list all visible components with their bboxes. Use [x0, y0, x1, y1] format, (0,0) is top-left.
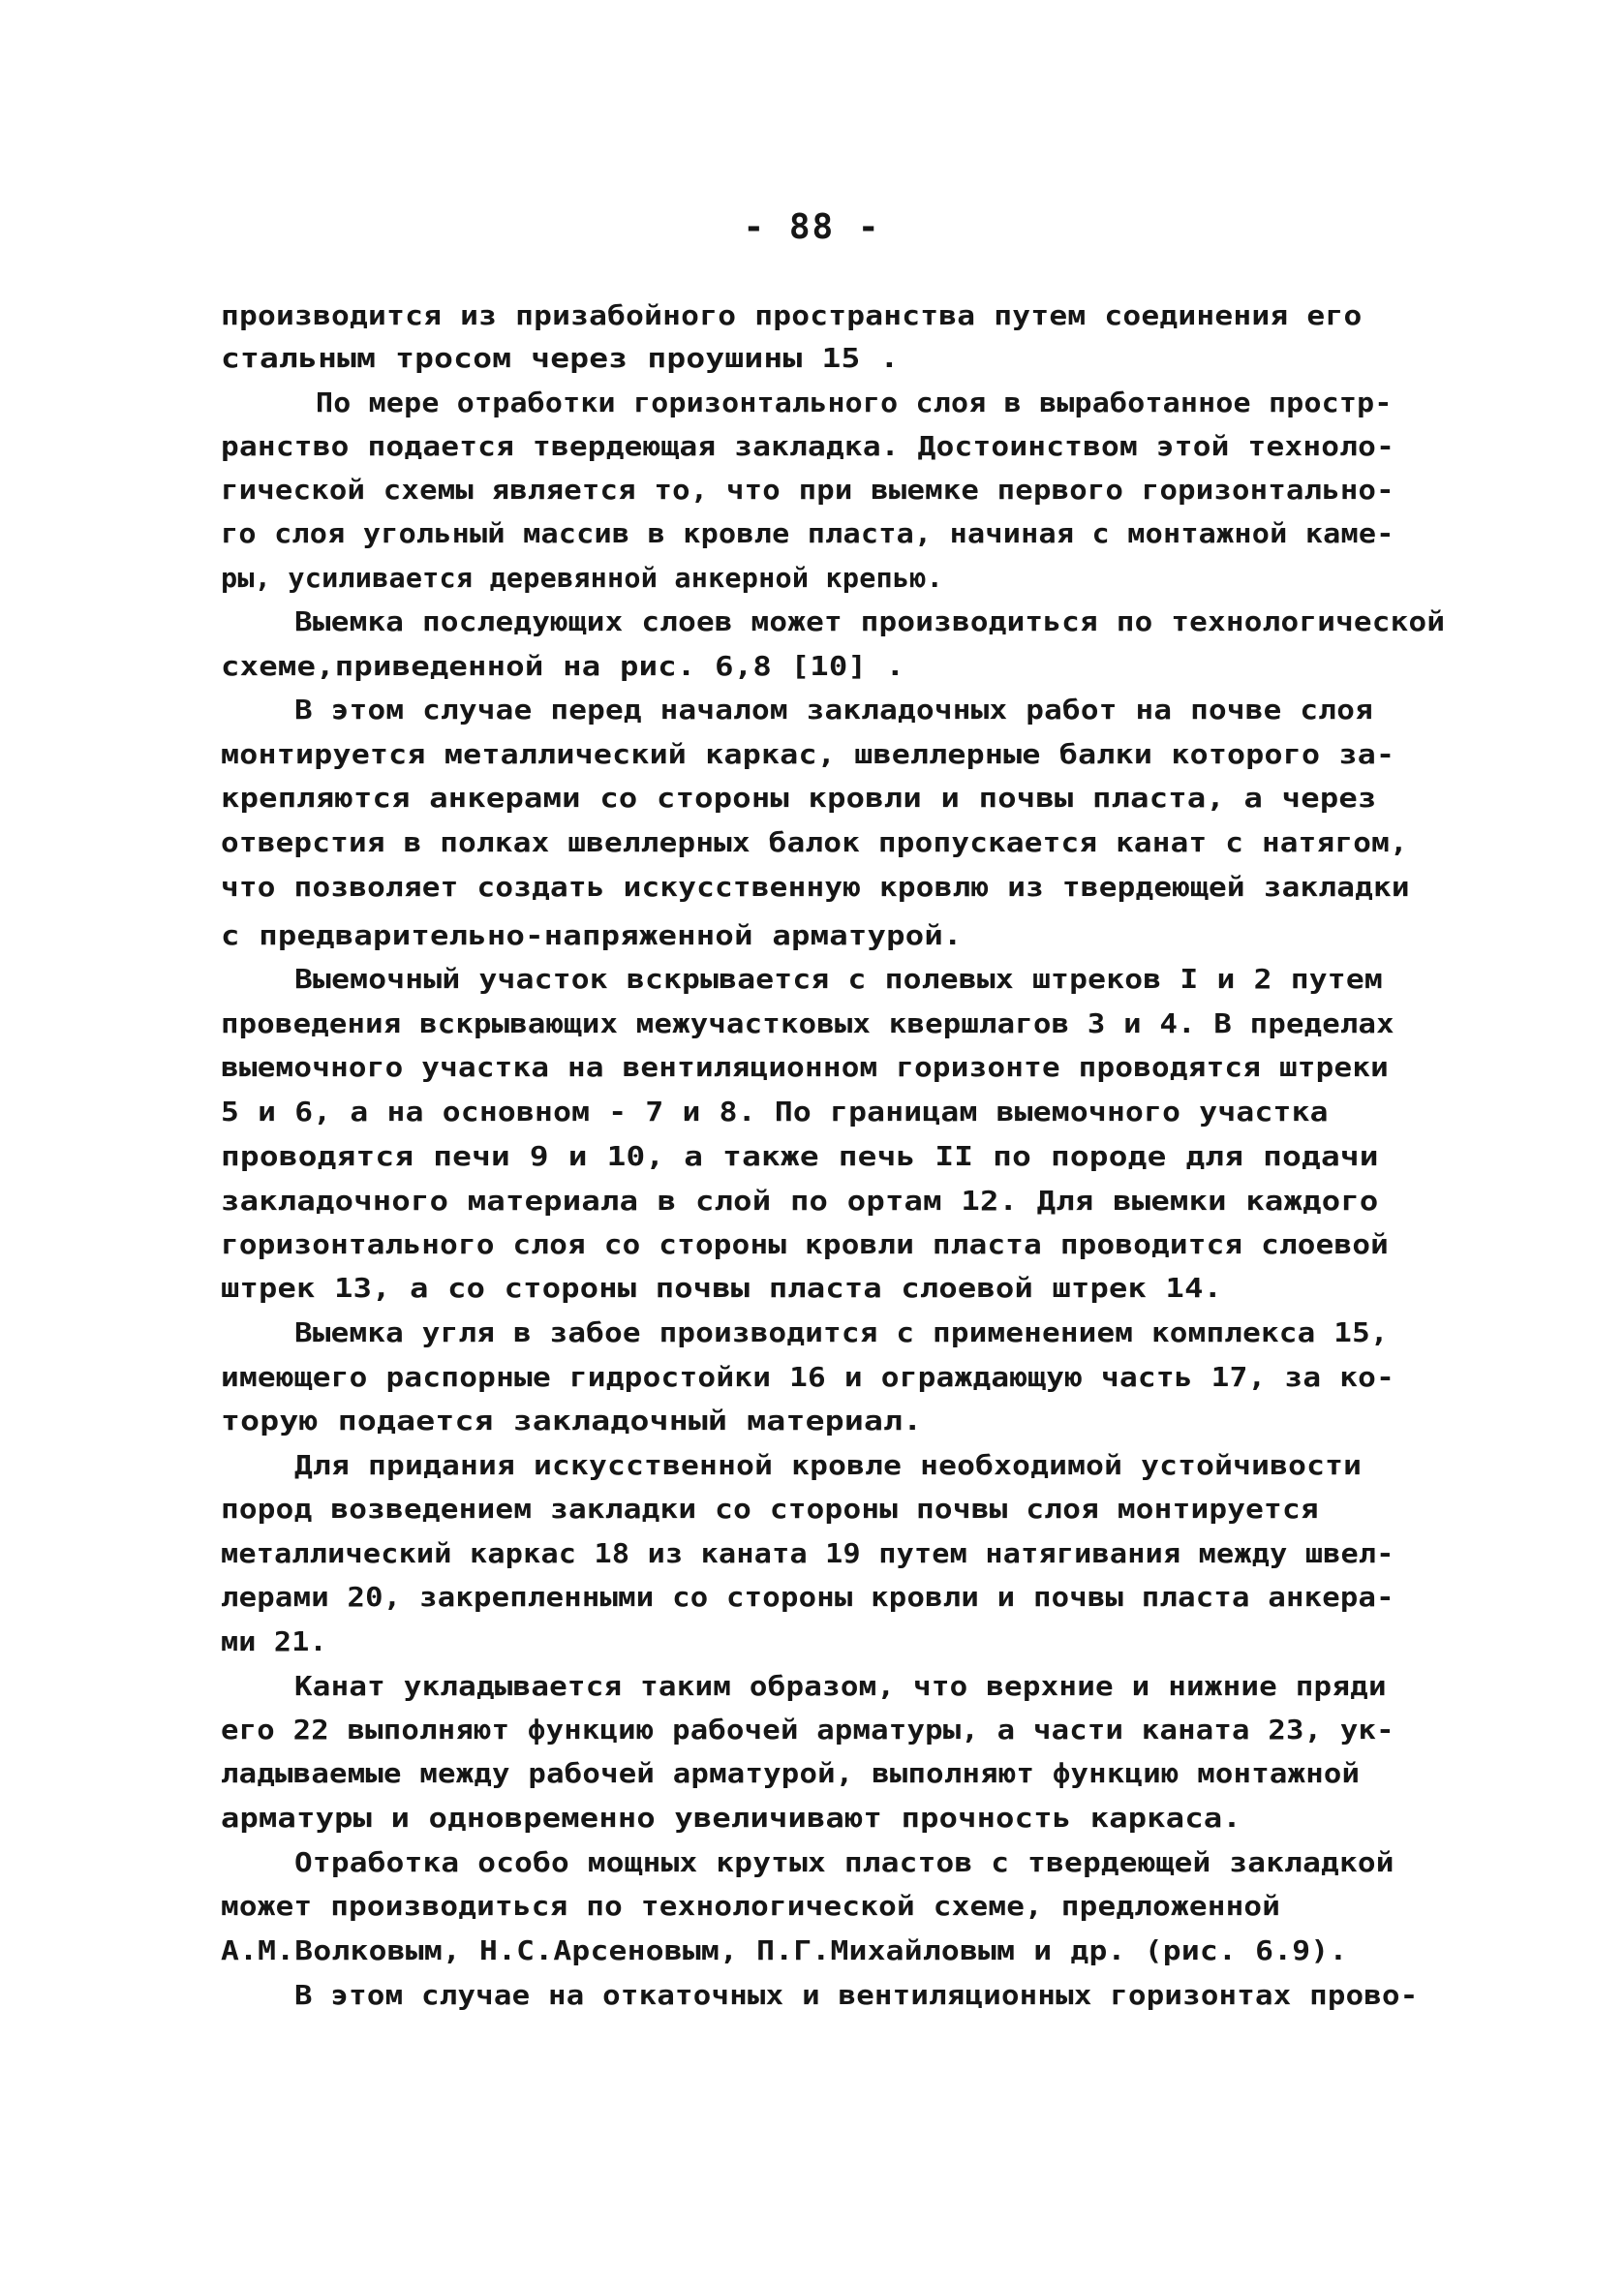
text-line: штрек 13, а со стороны почвы пласта слоевой штрек 14.	[221, 1272, 1223, 1304]
text-line: монтируется металлический каркас, швеллерные балки которого за-	[221, 738, 1395, 770]
text-line: выемочного участка на вентиляционном горизонте проводятся штреки	[221, 1051, 1390, 1083]
text-line: имеющего распорные гидростойки 16 и ограждающую часть 17, за ко-	[221, 1361, 1395, 1393]
text-line: проводятся печи 9 и 10, а также печь II по породе для подачи	[221, 1140, 1379, 1172]
text-line: Для придания искусственной кровле необходимой устойчивости	[294, 1449, 1363, 1481]
text-line: ры, усиливается деревянной анкерной крепью.	[221, 562, 943, 594]
page-number: - 88 -	[743, 207, 881, 247]
text-line: 5 и 6, а на основном - 7 и 8. По границам выемочного участка	[221, 1096, 1329, 1128]
text-line: лерами 20, закрепленными со стороны кровли и почвы пласта анкера-	[221, 1581, 1394, 1613]
text-line: с предварительно-напряженной арматурой.	[221, 919, 963, 951]
text-line: А.М.Волковым, Н.С.Арсеновым, П.Г.Михайловым и др. (рис. 6.9).	[221, 1934, 1348, 1966]
text-line: торую подается закладочный материал.	[221, 1405, 923, 1437]
text-line: металлический каркас 18 из каната 19 путем натягивания между швел-	[221, 1537, 1394, 1569]
text-line: ладываемые между рабочей арматурой, выполняют функцию монтажной	[221, 1757, 1361, 1789]
text-line: Выемка угля в забое производится с применением комплекса 15,	[294, 1316, 1389, 1348]
text-line: ранство подается твердеющая закладка. Достоинством этой техноло-	[221, 430, 1395, 462]
text-line: проведения вскрывающих межучастковых квершлагов 3 и 4. В пределах	[221, 1007, 1394, 1039]
text-line: стальным тросом через проушины 15 .	[221, 342, 900, 374]
text-line: ми 21.	[221, 1625, 327, 1657]
text-line: В этом случае на откаточных и вентиляционных горизонтах прово-	[294, 1979, 1419, 2011]
text-line: горизонтального слоя со стороны кровли пласта проводится слоевой	[221, 1228, 1390, 1260]
text-line: может производиться по технологической схеме, предложенной	[221, 1890, 1281, 1922]
text-line: пород возведением закладки со стороны почвы слоя монтируется	[221, 1493, 1319, 1525]
text-line: крепляются анкерами со стороны кровли и почвы пласта, а через	[221, 782, 1377, 814]
text-line: арматуры и одновременно увеличивают прочность каркаса.	[221, 1802, 1241, 1834]
text-line: го слоя угольный массив в кровле пласта, начиная с монтажной каме-	[221, 517, 1394, 549]
text-line: схеме,приведенной на рис. 6,8 [10] .	[221, 650, 905, 682]
text-line: закладочного материала в слой по ортам 12. Для выемки каждого	[221, 1185, 1379, 1217]
text-line: производится из призабойного пространства путем соединения его	[221, 299, 1363, 331]
text-line: В этом случае перед началом закладочных работ на почве слоя	[294, 694, 1373, 726]
text-line: По мере отработки горизонтального слоя в выработанное простр-	[316, 386, 1393, 418]
text-line: Отработка особо мощных крутых пластов с твердеющей закладкой	[294, 1846, 1394, 1878]
text-line: что позволяет создать искусственную кровлю из твердеющей закладки	[221, 871, 1410, 903]
text-line: его 22 выполняют функцию рабочей арматуры, а части каната 23, ук-	[221, 1714, 1394, 1746]
text-line: отверстия в полках швеллерных балок пропускается канат с натягом,	[221, 826, 1408, 858]
text-line: Выемочный участок вскрывается с полевых штреков I и 2 путем	[294, 963, 1383, 995]
text-line: Канат укладывается таким образом, что верхние и нижние пряди	[294, 1670, 1387, 1702]
text-line: Выемка последующих слоев может производиться по технологической	[294, 605, 1446, 637]
text-line: гической схемы является то, что при выемке первого горизонтально-	[221, 474, 1394, 506]
